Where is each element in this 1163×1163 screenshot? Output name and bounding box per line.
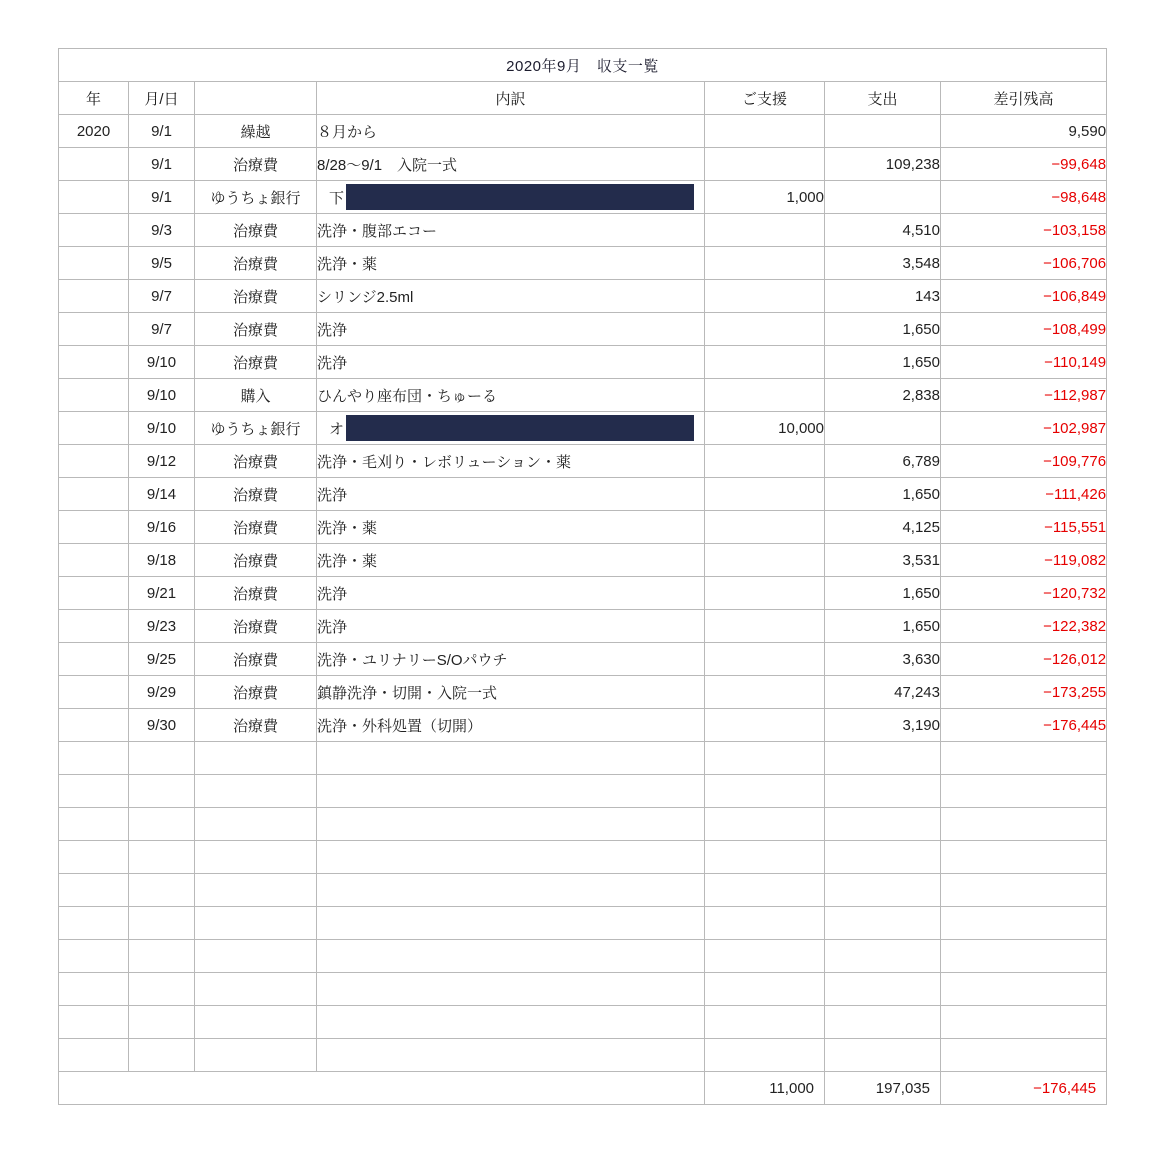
empty-cell — [317, 973, 705, 1006]
cell-balance: −111,426 — [941, 478, 1107, 511]
cell-detail: ８月から — [317, 115, 705, 148]
cell-income — [705, 709, 825, 742]
empty-cell — [195, 1006, 317, 1039]
cell-income: 10,000 — [705, 412, 825, 445]
empty-cell — [195, 1039, 317, 1072]
cell-kind: 治療費 — [195, 610, 317, 643]
cell-balance: −102,987 — [941, 412, 1107, 445]
ledger-body — [59, 49, 1107, 1105]
cell-kind: 繰越 — [195, 115, 317, 148]
total-label: 合 計 — [59, 1072, 705, 1105]
table-row[interactable] — [59, 313, 1107, 346]
empty-row[interactable] — [59, 973, 1107, 1006]
empty-cell — [129, 808, 195, 841]
cell-balance: −173,255 — [941, 676, 1107, 709]
cell-expense: 3,548 — [825, 247, 941, 280]
empty-cell — [317, 940, 705, 973]
empty-row[interactable] — [59, 775, 1107, 808]
cell-expense — [825, 181, 941, 214]
cell-detail-text: オ — [329, 420, 345, 438]
column-header-income: ご支援 — [705, 82, 825, 115]
cell-balance: −106,706 — [941, 247, 1107, 280]
cell-expense: 3,531 — [825, 544, 941, 577]
cell-year — [59, 577, 129, 610]
cell-income — [705, 214, 825, 247]
empty-cell — [317, 775, 705, 808]
empty-cell — [59, 907, 129, 940]
cell-year — [59, 544, 129, 577]
cell-year — [59, 643, 129, 676]
empty-cell — [941, 808, 1107, 841]
empty-cell — [317, 742, 705, 775]
empty-row[interactable] — [59, 841, 1107, 874]
cell-balance: −110,149 — [941, 346, 1107, 379]
empty-cell — [825, 808, 941, 841]
cell-detail: シリンジ2.5ml — [317, 280, 705, 313]
table-row[interactable] — [59, 478, 1107, 511]
cell-income — [705, 610, 825, 643]
cell-detail: 洗浄 — [317, 610, 705, 643]
table-row[interactable] — [59, 148, 1107, 181]
cell-date: 9/21 — [129, 577, 195, 610]
empty-cell — [941, 742, 1107, 775]
empty-cell — [705, 874, 825, 907]
empty-cell — [129, 940, 195, 973]
cell-date: 9/1 — [129, 148, 195, 181]
cell-year — [59, 148, 129, 181]
column-header-detail: 内訳 — [317, 82, 705, 115]
table-row[interactable] — [59, 247, 1107, 280]
cell-date: 9/10 — [129, 379, 195, 412]
empty-row[interactable] — [59, 742, 1107, 775]
cell-kind: 治療費 — [195, 445, 317, 478]
empty-cell — [59, 1006, 129, 1039]
cell-year — [59, 478, 129, 511]
cell-detail: 洗浄・腹部エコー — [317, 214, 705, 247]
empty-cell — [317, 874, 705, 907]
cell-income — [705, 445, 825, 478]
cell-detail: 洗浄 — [317, 313, 705, 346]
cell-income — [705, 643, 825, 676]
table-row[interactable] — [59, 181, 1107, 214]
cell-balance: −115,551 — [941, 511, 1107, 544]
cell-kind: 治療費 — [195, 643, 317, 676]
cell-income — [705, 478, 825, 511]
cell-income — [705, 313, 825, 346]
cell-expense: 4,510 — [825, 214, 941, 247]
empty-cell — [941, 907, 1107, 940]
empty-cell — [941, 874, 1107, 907]
cell-expense: 1,650 — [825, 478, 941, 511]
empty-row[interactable] — [59, 874, 1107, 907]
cell-detail: 洗浄 — [317, 577, 705, 610]
empty-cell — [129, 841, 195, 874]
cell-year — [59, 676, 129, 709]
empty-cell — [825, 1006, 941, 1039]
table-row[interactable] — [59, 676, 1107, 709]
cell-detail: 洗浄・外科処置（切開） — [317, 709, 705, 742]
cell-detail-text: 下 — [329, 189, 345, 207]
cell-date: 9/7 — [129, 313, 195, 346]
cell-expense: 143 — [825, 280, 941, 313]
cell-balance: −120,732 — [941, 577, 1107, 610]
cell-date: 9/23 — [129, 610, 195, 643]
cell-detail: 洗浄・ユリナリーS/Oパウチ — [317, 643, 705, 676]
table-row[interactable] — [59, 610, 1107, 643]
table-row[interactable] — [59, 577, 1107, 610]
ledger-table — [58, 48, 1107, 1105]
cell-balance: −176,445 — [941, 709, 1107, 742]
cell-expense: 1,650 — [825, 577, 941, 610]
empty-row[interactable] — [59, 1006, 1107, 1039]
empty-cell — [59, 775, 129, 808]
cell-expense: 3,190 — [825, 709, 941, 742]
table-row[interactable] — [59, 115, 1107, 148]
cell-year: 2020 — [59, 115, 129, 148]
cell-date: 9/29 — [129, 676, 195, 709]
cell-kind: 治療費 — [195, 676, 317, 709]
cell-balance: −109,776 — [941, 445, 1107, 478]
sheet-title-row — [59, 49, 1107, 82]
cell-expense: 1,650 — [825, 610, 941, 643]
cell-balance: −103,158 — [941, 214, 1107, 247]
empty-cell — [825, 775, 941, 808]
cell-kind: 治療費 — [195, 148, 317, 181]
table-row[interactable] — [59, 643, 1107, 676]
cell-date: 9/7 — [129, 280, 195, 313]
cell-expense: 47,243 — [825, 676, 941, 709]
cell-date: 9/16 — [129, 511, 195, 544]
empty-cell — [195, 775, 317, 808]
cell-expense: 6,789 — [825, 445, 941, 478]
empty-cell — [941, 940, 1107, 973]
cell-income: 1,000 — [705, 181, 825, 214]
empty-cell — [129, 973, 195, 1006]
cell-date: 9/12 — [129, 445, 195, 478]
empty-cell — [825, 1039, 941, 1072]
cell-balance: −106,849 — [941, 280, 1107, 313]
cell-date: 9/10 — [129, 346, 195, 379]
cell-detail: 洗浄 — [317, 346, 705, 379]
cell-year — [59, 445, 129, 478]
empty-cell — [941, 973, 1107, 1006]
cell-date: 9/25 — [129, 643, 195, 676]
cell-date: 9/5 — [129, 247, 195, 280]
empty-cell — [825, 742, 941, 775]
empty-cell — [59, 1039, 129, 1072]
empty-cell — [129, 775, 195, 808]
cell-year — [59, 280, 129, 313]
cell-date: 9/10 — [129, 412, 195, 445]
table-row[interactable] — [59, 214, 1107, 247]
cell-income — [705, 379, 825, 412]
empty-cell — [129, 874, 195, 907]
empty-cell — [705, 940, 825, 973]
cell-kind: ゆうちょ銀行 — [195, 412, 317, 445]
empty-cell — [59, 940, 129, 973]
empty-cell — [195, 940, 317, 973]
column-header-expense: 支出 — [825, 82, 941, 115]
empty-row[interactable] — [59, 907, 1107, 940]
column-header-kind — [195, 82, 317, 115]
cell-kind: 治療費 — [195, 346, 317, 379]
cell-income — [705, 544, 825, 577]
table-row[interactable] — [59, 346, 1107, 379]
empty-cell — [705, 973, 825, 1006]
column-header-year: 年 — [59, 82, 129, 115]
empty-cell — [705, 907, 825, 940]
cell-detail: 洗浄・薬 — [317, 511, 705, 544]
empty-row[interactable] — [59, 808, 1107, 841]
table-row[interactable] — [59, 511, 1107, 544]
empty-row[interactable] — [59, 940, 1107, 973]
empty-cell — [825, 841, 941, 874]
cell-year — [59, 379, 129, 412]
cell-kind: ゆうちょ銀行 — [195, 181, 317, 214]
cell-balance: −98,648 — [941, 181, 1107, 214]
cell-detail: 鎮静洗浄・切開・入院一式 — [317, 676, 705, 709]
empty-cell — [59, 808, 129, 841]
cell-detail: 洗浄・薬 — [317, 544, 705, 577]
empty-cell — [317, 808, 705, 841]
empty-cell — [195, 808, 317, 841]
empty-cell — [941, 1006, 1107, 1039]
cell-income — [705, 511, 825, 544]
empty-cell — [825, 940, 941, 973]
total-balance: −176,445 — [941, 1072, 1107, 1105]
cell-year — [59, 247, 129, 280]
empty-cell — [195, 874, 317, 907]
cell-year — [59, 511, 129, 544]
cell-kind: 購入 — [195, 379, 317, 412]
cell-balance: −99,648 — [941, 148, 1107, 181]
cell-kind: 治療費 — [195, 313, 317, 346]
cell-detail: 8/28〜9/1 入院一式 — [317, 148, 705, 181]
empty-cell — [129, 742, 195, 775]
empty-cell — [941, 775, 1107, 808]
cell-date: 9/3 — [129, 214, 195, 247]
cell-kind: 治療費 — [195, 280, 317, 313]
cell-expense: 2,838 — [825, 379, 941, 412]
cell-balance: 9,590 — [941, 115, 1107, 148]
empty-cell — [705, 775, 825, 808]
empty-cell — [195, 973, 317, 1006]
cell-year — [59, 214, 129, 247]
redaction-bar — [346, 184, 694, 210]
cell-year — [59, 313, 129, 346]
empty-cell — [705, 742, 825, 775]
table-row[interactable] — [59, 445, 1107, 478]
cell-year — [59, 346, 129, 379]
total-income: 11,000 — [705, 1072, 825, 1105]
cell-expense: 109,238 — [825, 148, 941, 181]
cell-detail: 洗浄・毛刈り・レボリューション・薬 — [317, 445, 705, 478]
cell-expense: 4,125 — [825, 511, 941, 544]
cell-balance: −122,382 — [941, 610, 1107, 643]
table-row[interactable] — [59, 412, 1107, 445]
cell-balance: −108,499 — [941, 313, 1107, 346]
empty-cell — [195, 841, 317, 874]
empty-cell — [825, 874, 941, 907]
cell-income — [705, 676, 825, 709]
cell-year — [59, 610, 129, 643]
total-row — [59, 1072, 1107, 1105]
empty-cell — [59, 874, 129, 907]
column-header-row — [59, 82, 1107, 115]
empty-cell — [705, 808, 825, 841]
cell-detail: ひんやり座布団・ちゅーる — [317, 379, 705, 412]
cell-kind: 治療費 — [195, 511, 317, 544]
empty-cell — [317, 1006, 705, 1039]
cell-detail: 洗浄 — [317, 478, 705, 511]
empty-cell — [317, 907, 705, 940]
cell-income — [705, 247, 825, 280]
empty-cell — [129, 907, 195, 940]
empty-cell — [705, 1006, 825, 1039]
empty-row[interactable] — [59, 1039, 1107, 1072]
cell-date: 9/30 — [129, 709, 195, 742]
empty-cell — [59, 973, 129, 1006]
cell-date: 9/1 — [129, 181, 195, 214]
empty-cell — [825, 973, 941, 1006]
empty-cell — [59, 841, 129, 874]
table-row[interactable] — [59, 709, 1107, 742]
cell-date: 9/18 — [129, 544, 195, 577]
column-header-balance: 差引残高 — [941, 82, 1107, 115]
total-expense: 197,035 — [825, 1072, 941, 1105]
cell-year — [59, 412, 129, 445]
cell-year — [59, 709, 129, 742]
column-header-date: 月/日 — [129, 82, 195, 115]
cell-detail: 洗浄・薬 — [317, 247, 705, 280]
cell-date: 9/14 — [129, 478, 195, 511]
cell-balance: −119,082 — [941, 544, 1107, 577]
cell-expense — [825, 412, 941, 445]
cell-income — [705, 577, 825, 610]
sheet-title: 2020年9月 収支一覧 — [59, 49, 1107, 82]
empty-cell — [705, 841, 825, 874]
cell-kind: 治療費 — [195, 247, 317, 280]
cell-kind: 治療費 — [195, 577, 317, 610]
cell-detail — [317, 412, 705, 445]
cell-income — [705, 346, 825, 379]
empty-cell — [705, 1039, 825, 1072]
cell-expense: 3,630 — [825, 643, 941, 676]
cell-kind: 治療費 — [195, 214, 317, 247]
empty-cell — [129, 1006, 195, 1039]
empty-cell — [195, 742, 317, 775]
cell-expense: 1,650 — [825, 313, 941, 346]
cell-kind: 治療費 — [195, 709, 317, 742]
cell-balance: −112,987 — [941, 379, 1107, 412]
cell-expense: 1,650 — [825, 346, 941, 379]
cell-year — [59, 181, 129, 214]
cell-income — [705, 148, 825, 181]
cell-expense — [825, 115, 941, 148]
redaction-bar — [346, 415, 694, 441]
empty-cell — [129, 1039, 195, 1072]
empty-cell — [59, 742, 129, 775]
empty-cell — [317, 841, 705, 874]
empty-cell — [941, 1039, 1107, 1072]
table-row[interactable] — [59, 379, 1107, 412]
table-row[interactable] — [59, 544, 1107, 577]
empty-cell — [825, 907, 941, 940]
cell-kind: 治療費 — [195, 544, 317, 577]
table-row[interactable] — [59, 280, 1107, 313]
spreadsheet-container — [58, 48, 1106, 1105]
empty-cell — [317, 1039, 705, 1072]
empty-cell — [195, 907, 317, 940]
empty-cell — [941, 841, 1107, 874]
cell-detail — [317, 181, 705, 214]
cell-date: 9/1 — [129, 115, 195, 148]
cell-income — [705, 115, 825, 148]
cell-income — [705, 280, 825, 313]
cell-kind: 治療費 — [195, 478, 317, 511]
cell-balance: −126,012 — [941, 643, 1107, 676]
